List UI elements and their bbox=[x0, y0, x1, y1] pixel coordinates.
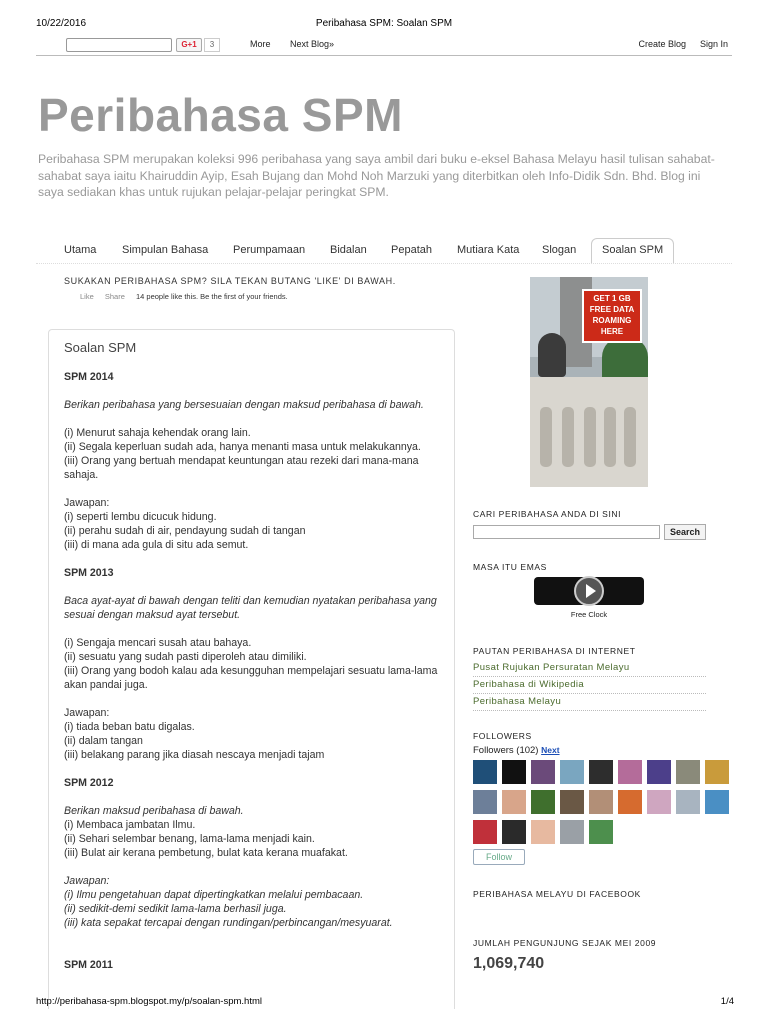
search-heading: CARI PERIBAHASA ANDA DI SINI bbox=[473, 509, 622, 519]
sidebar-search-button[interactable]: Search bbox=[664, 524, 706, 540]
follower-avatar[interactable] bbox=[589, 820, 613, 844]
like-count: 14 people like this. Be the first of your friends. bbox=[135, 292, 288, 301]
share-button[interactable]: Share bbox=[104, 292, 125, 301]
answer: (i) Ilmu pengetahuan dapat dipertingkatkan melalui pembacaan. bbox=[64, 889, 364, 901]
like-button[interactable]: Like bbox=[80, 292, 94, 301]
tab-perumpamaan[interactable]: Perumpamaan bbox=[233, 244, 306, 256]
answer: (i) tiada beban batu digalas. bbox=[64, 721, 195, 733]
section-instruction: Baca ayat-ayat di bawah dengan teliti dan kemudian nyatakan peribahasa yang sesuai dengan maksud ayat tersebut. bbox=[64, 595, 437, 621]
question: (iii) Bulat air kerana pembetung, bulat kata kerana muafakat. bbox=[64, 847, 348, 859]
follower-avatar[interactable] bbox=[473, 790, 497, 814]
ad-baluster bbox=[584, 407, 596, 467]
gplus-button[interactable]: G+1 bbox=[176, 38, 202, 52]
post-container bbox=[48, 329, 455, 1009]
tab-slogan[interactable]: Slogan bbox=[542, 244, 577, 256]
follower-avatar[interactable] bbox=[676, 790, 700, 814]
question: (iii) Orang yang bertuah mendapat keuntungan atau rezeki dari mana-mana sahaja. bbox=[64, 455, 419, 481]
link-item[interactable]: Peribahasa Melayu bbox=[473, 695, 706, 711]
ad-baluster bbox=[604, 407, 616, 467]
followers-next-link[interactable]: Next bbox=[541, 745, 560, 755]
section-instruction: Berikan maksud peribahasa di bawah. bbox=[64, 805, 244, 817]
facebook-heading: PERIBAHASA MELAYU DI FACEBOOK bbox=[473, 889, 641, 899]
answer-label: Jawapan: bbox=[64, 875, 110, 887]
follower-avatar[interactable] bbox=[502, 820, 526, 844]
followers-label: Followers (102) bbox=[473, 745, 539, 756]
tab-bidalan[interactable]: Bidalan bbox=[330, 244, 367, 256]
tab-simpulan-bahasa[interactable]: Simpulan Bahasa bbox=[122, 244, 209, 256]
print-header bbox=[0, 18, 768, 32]
like-prompt: SUKAKAN PERIBAHASA SPM? SILA TEKAN BUTANG 'LIKE' DI BAWAH. bbox=[64, 276, 396, 286]
ad-banner: GET 1 GB FREE DATA ROAMING HERE bbox=[582, 289, 642, 343]
question: (ii) Sehari selembar benang, lama-lama menjadi kain. bbox=[64, 833, 315, 845]
follower-avatar[interactable] bbox=[560, 790, 584, 814]
tab-mutiara-kata[interactable]: Mutiara Kata bbox=[457, 244, 520, 256]
ad-balustrade bbox=[530, 377, 648, 487]
clock-video[interactable] bbox=[534, 577, 644, 605]
post-body bbox=[64, 370, 444, 986]
answer: (iii) kata sepakat tercapai dengan rundingan/perbincangan/mesyuarat. bbox=[64, 917, 393, 929]
section-instruction: Berikan peribahasa yang bersesuaian dengan maksud peribahasa di bawah. bbox=[64, 399, 424, 411]
ad-baluster bbox=[540, 407, 552, 467]
question: (i) Membaca jambatan Ilmu. bbox=[64, 819, 196, 831]
like-row bbox=[80, 292, 297, 301]
question: (i) Menurut sahaja kehendak orang lain. bbox=[64, 427, 251, 439]
create-blog-link[interactable]: Create Blog bbox=[638, 39, 686, 49]
follower-avatar[interactable] bbox=[502, 790, 526, 814]
follower-avatar[interactable] bbox=[589, 790, 613, 814]
more-link[interactable]: More bbox=[250, 39, 271, 49]
tab-soalan-spm[interactable]: Soalan SPM bbox=[591, 238, 674, 264]
followers-count bbox=[473, 745, 560, 756]
blog-description: Peribahasa SPM merupakan koleksi 996 peribahasa yang saya ambil dari buku e-eksel Bahasa Melayu hasil tulisan sahabat-sahabat saya iaitu Khairuddin Ayip, Esah Bujang dan Mohd Noh Marzuki yang diterbitkan oleh Info-Didik Sdn. Bhd. Blog ini saya sediakan khas untuk rujukan pelajar-pelajar peringkat SPM. bbox=[38, 152, 715, 199]
video-caption[interactable]: Free Clock bbox=[570, 610, 608, 619]
visitors-heading: JUMLAH PENGUNJUNG SEJAK MEI 2009 bbox=[473, 938, 657, 948]
link-item[interactable]: Peribahasa di Wikipedia bbox=[473, 678, 706, 694]
follower-avatar[interactable] bbox=[502, 760, 526, 784]
answer: (ii) dalam tangan bbox=[64, 735, 143, 747]
sign-in-link[interactable]: Sign In bbox=[699, 39, 728, 49]
print-title: Peribahasa SPM: Soalan SPM bbox=[315, 18, 453, 29]
print-url: http://peribahasa-spm.blogspot.my/p/soalan-spm.html bbox=[36, 996, 262, 1007]
play-icon[interactable] bbox=[574, 576, 604, 606]
follower-avatar[interactable] bbox=[531, 820, 555, 844]
ad-baluster bbox=[562, 407, 574, 467]
follower-avatar[interactable] bbox=[705, 760, 729, 784]
video-heading: MASA ITU EMAS bbox=[473, 562, 547, 572]
sidebar-search-input[interactable] bbox=[473, 525, 660, 539]
gplus-count: 3 bbox=[204, 38, 220, 52]
question: (ii) Segala keperluan sudah ada, hanya menanti masa untuk melakukannya. bbox=[64, 441, 421, 453]
follower-avatar[interactable] bbox=[647, 790, 671, 814]
section-heading: SPM 2013 bbox=[64, 567, 114, 579]
facebook-like-bar bbox=[64, 276, 464, 301]
navbar-search-input[interactable] bbox=[66, 38, 172, 52]
follower-avatar[interactable] bbox=[676, 760, 700, 784]
print-page-number: 1/4 bbox=[720, 996, 734, 1007]
next-blog-link[interactable]: Next Blog» bbox=[290, 39, 335, 49]
visitor-counter: 1,069,740 bbox=[473, 955, 545, 972]
ad-person bbox=[538, 333, 566, 377]
post-title: Soalan SPM bbox=[64, 340, 137, 355]
follower-avatar[interactable] bbox=[589, 760, 613, 784]
print-date: 10/22/2016 bbox=[36, 18, 87, 29]
follower-avatar[interactable] bbox=[531, 760, 555, 784]
answer-label: Jawapan: bbox=[64, 707, 110, 719]
answer: (ii) sedikit-demi sedikit lama-lama berhasil juga. bbox=[64, 903, 287, 915]
answer: (i) seperti lembu dicucuk hidung. bbox=[64, 511, 217, 523]
blog-title[interactable]: Peribahasa SPM bbox=[38, 89, 403, 141]
follower-avatar[interactable] bbox=[647, 760, 671, 784]
follower-avatar[interactable] bbox=[560, 820, 584, 844]
page-tabs bbox=[36, 236, 732, 272]
question: (i) Sengaja mencari susah atau bahaya. bbox=[64, 637, 252, 649]
question: (iii) Orang yang bodoh kalau ada kesungguhan mempelajari sesuatu lama-lama akan pandai juga. bbox=[64, 665, 438, 691]
links-heading: PAUTAN PERIBAHASA DI INTERNET bbox=[473, 646, 636, 656]
follower-avatar[interactable] bbox=[473, 820, 497, 844]
tab-divider bbox=[36, 263, 732, 264]
follower-avatar[interactable] bbox=[560, 760, 584, 784]
section-heading: SPM 2014 bbox=[64, 371, 114, 383]
answer-label: Jawapan: bbox=[64, 497, 110, 509]
follower-avatar[interactable] bbox=[618, 760, 642, 784]
follower-avatar[interactable] bbox=[705, 790, 729, 814]
follow-button[interactable]: Follow bbox=[473, 849, 525, 865]
tab-pepatah[interactable]: Pepatah bbox=[391, 244, 432, 256]
ad-baluster bbox=[624, 407, 636, 467]
link-list bbox=[473, 661, 706, 712]
roaming-ad[interactable] bbox=[530, 277, 648, 487]
followers-heading: FOLLOWERS bbox=[473, 731, 532, 741]
blogger-navbar bbox=[36, 34, 732, 56]
answer: (ii) perahu sudah di air, pendayung sudah di tangan bbox=[64, 525, 306, 537]
question: (ii) sesuatu yang sudah pasti diperoleh atau dimiliki. bbox=[64, 651, 307, 663]
follower-avatar[interactable] bbox=[531, 790, 555, 814]
tab-utama[interactable]: Utama bbox=[64, 244, 97, 256]
answer: (iii) di mana ada gula di situ ada semut. bbox=[64, 539, 249, 551]
section-heading: SPM 2012 bbox=[64, 777, 114, 789]
follower-avatar[interactable] bbox=[618, 790, 642, 814]
link-item[interactable]: Pusat Rujukan Persuratan Melayu bbox=[473, 661, 706, 677]
follower-avatar[interactable] bbox=[473, 760, 497, 784]
section-heading: SPM 2011 bbox=[64, 959, 113, 971]
answer: (iii) belakang parang jika diasah nescaya menjadi tajam bbox=[64, 749, 325, 761]
